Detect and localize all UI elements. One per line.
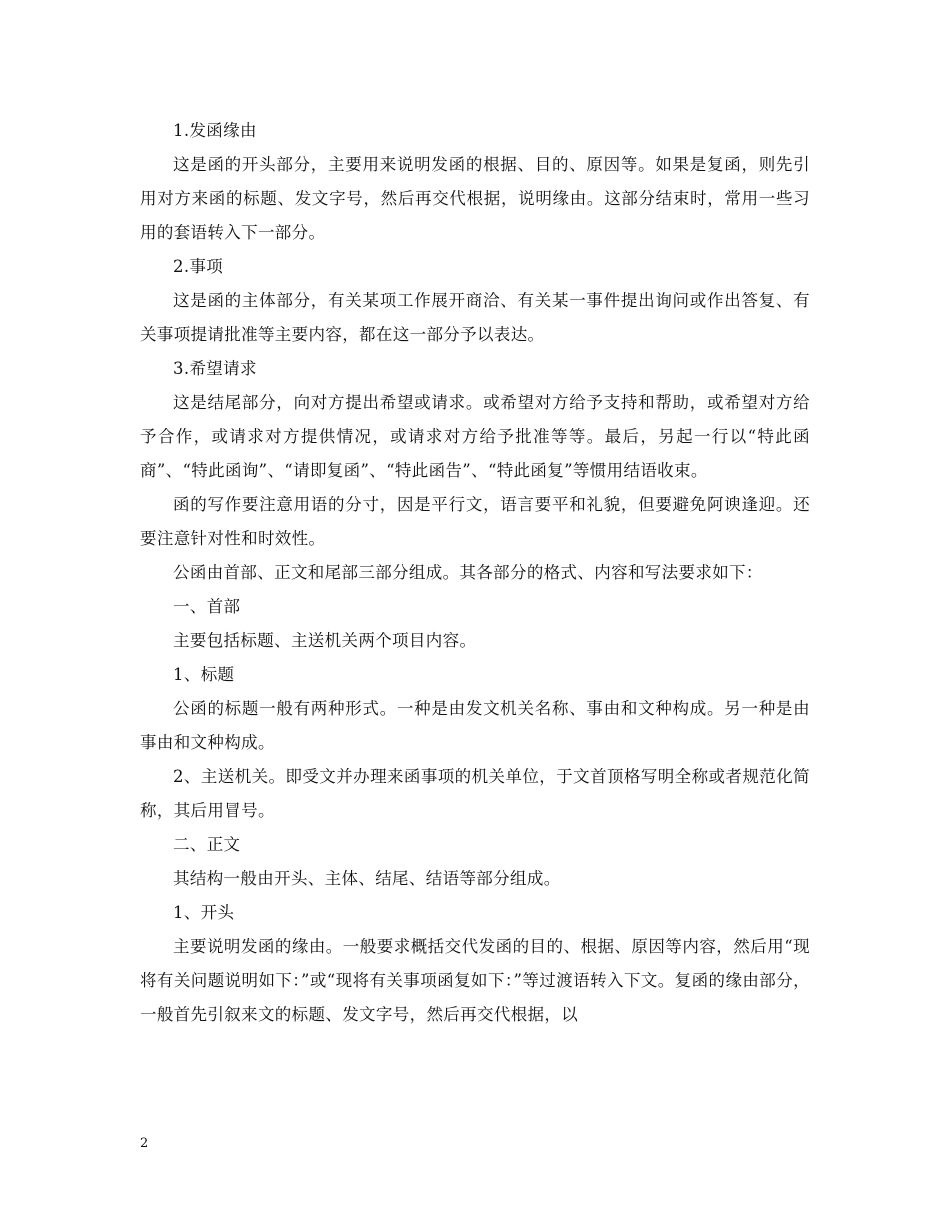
paragraph: 公函的标题一般有两种形式。一种是由发文机关名称、事由和文种构成。另一种是由事由和文种构成。 [140,699,810,752]
section-heading-header: 一、首部 [173,597,241,616]
section-heading-body: 二、正文 [173,835,241,854]
document-body [140,114,810,1032]
paragraph: 其结构一般由开头、主体、结尾、结语等部分组成。 [173,869,561,888]
paragraph: 这是函的开头部分，主要用来说明发函的根据、目的、原因等。如果是复函，则先引用对方来函的标题、发文字号，然后再交代根据，说明缘由。这部分结束时，常用一些习用的套语转入下一部分。 [140,155,810,242]
paragraph: 公函由首部、正文和尾部三部分组成。其各部分的格式、内容和写法要求如下： [173,563,763,582]
paragraph: 2、主送机关。即受文并办理来函事项的机关单位，于文首顶格写明全称或者规范化简称，其后用冒号。 [140,767,810,820]
page-number: 2 [140,1136,149,1151]
paragraph: 这是结尾部分，向对方提出希望或请求。或希望对方给予支持和帮助，或希望对方给予合作，或请求对方提供情况，或请求对方给予批准等等。最后，另起一行以“特此函商”、“特此函询”、“请即复函”、“特此函告”、“特此函复”等惯用结语收束。 [140,393,810,480]
paragraph: 主要包括标题、主送机关两个项目内容。 [173,631,477,650]
paragraph: 主要说明发函的缘由。一般要求概括交代发函的目的、根据、原因等内容，然后用“现将有关问题说明如下：”或“现将有关事项函复如下：”等过渡语转入下文。复函的缘由部分，一般首先引叙来文的标题、发文字号，然后再交代根据，以 [140,937,810,1024]
paragraph-heading-1: 1.发函缘由 [173,121,257,140]
paragraph-heading-3: 3.希望请求 [173,359,257,378]
subheading-opening: 1、开头 [173,903,235,922]
paragraph: 函的写作要注意用语的分寸，因是平行文，语言要平和礼貌，但要避免阿谀逢迎。还要注意针对性和时效性。 [140,495,810,548]
subheading-title: 1、标题 [173,665,235,684]
paragraph: 这是函的主体部分，有关某项工作展开商洽、有关某一事件提出询问或作出答复、有关事项提请批准等主要内容，都在这一部分予以表达。 [140,291,810,344]
paragraph-heading-2: 2.事项 [173,257,224,276]
